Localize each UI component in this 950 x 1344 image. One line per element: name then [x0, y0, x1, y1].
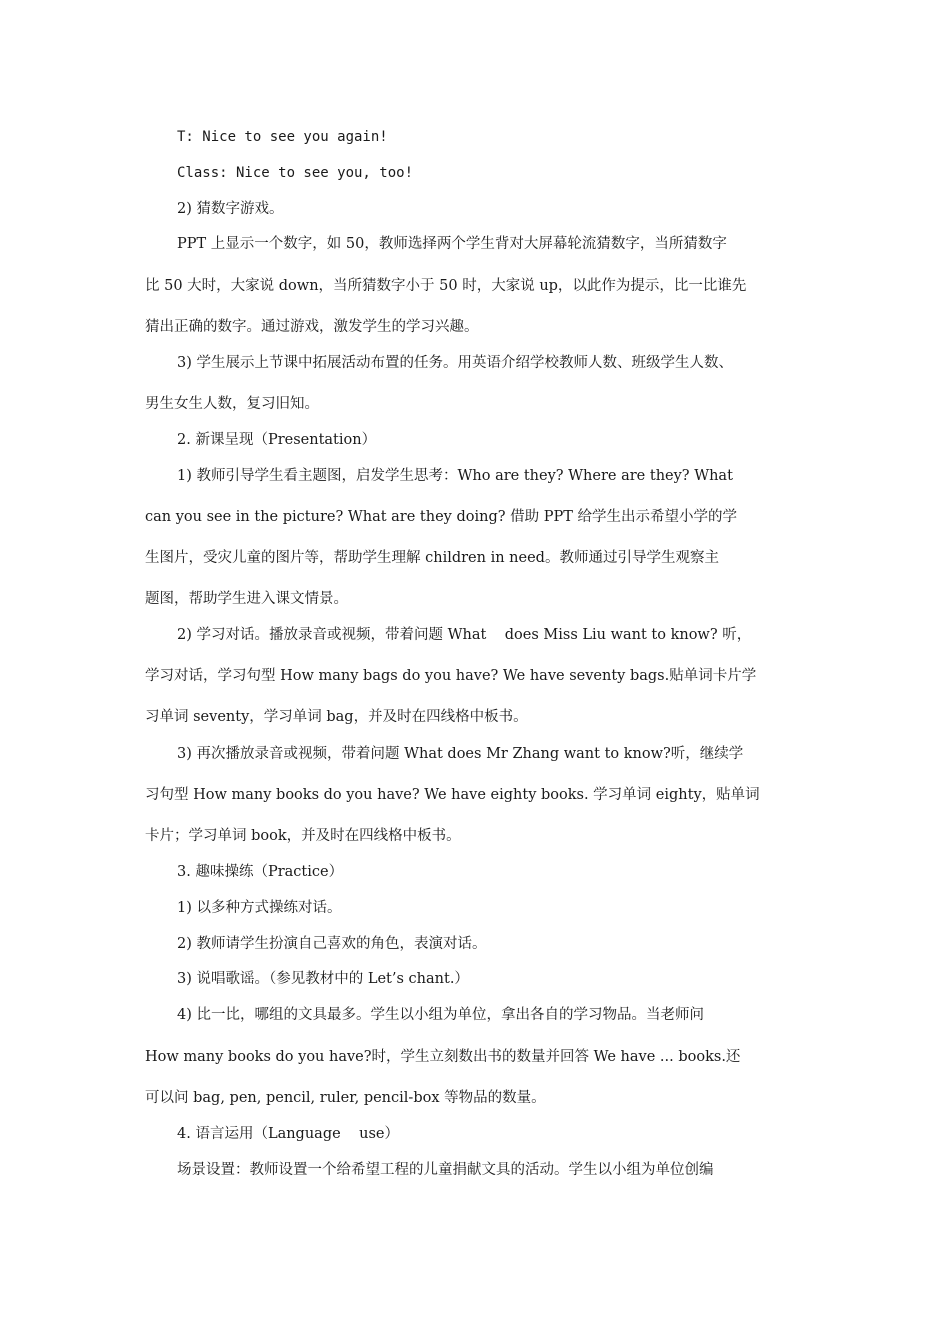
text-line: PPT 上显示一个数字，如 50，教师选择两个学生背对大屏幕轮流猜数字，当所猜数字 — [177, 236, 727, 252]
text-line: T: Nice to see you again! — [177, 129, 388, 145]
text-line: 男生女生人数，复习旧知。 — [145, 396, 319, 412]
text-line: 1) 以多种方式操练对话。 — [177, 900, 342, 916]
section-heading: 2. 新课呈现（Presentation） — [177, 432, 377, 448]
text-line: 可以问 bag, pen, pencil, ruler, pencil-box 等物品的数量。 — [145, 1090, 546, 1106]
text-line: 3) 再次播放录音或视频，带着问题 What does Mr Zhang want to know?听，继续学 — [177, 746, 744, 762]
section-heading: 4. 语言运用（Language use） — [177, 1126, 399, 1142]
section-heading: 3. 趣味操练（Practice） — [177, 864, 344, 880]
text-line: How many books do you have?时，学生立刻数出书的数量并回答 We have ... books.还 — [145, 1049, 741, 1065]
text-line: 比 50 大时，大家说 down，当所猜数字小于 50 时，大家说 up，以此作为提示，比一比谁先 — [145, 278, 747, 294]
text-line: 1) 教师引导学生看主题图，启发学生思考：Who are they? Where are they? What — [177, 468, 733, 484]
text-line: 2) 猜数字游戏。 — [177, 201, 284, 217]
text-line: 3) 学生展示上节课中拓展活动布置的任务。用英语介绍学校教师人数、班级学生人数、 — [177, 355, 733, 371]
text-line: 生图片，受灾儿童的图片等，帮助学生理解 children in need。教师通过引导学生观察主 — [145, 550, 719, 566]
text-line: 猜出正确的数字。通过游戏，激发学生的学习兴趣。 — [145, 319, 479, 335]
text-line: 场景设置：教师设置一个给希望工程的儿童捐献文具的活动。学生以小组为单位创编 — [177, 1162, 714, 1178]
text-line: 学习对话，学习句型 How many bags do you have? We have seventy bags.贴单词卡片学 — [145, 668, 757, 684]
text-line: 习句型 How many books do you have? We have eighty books. 学习单词 eighty，贴单词 — [145, 787, 760, 803]
text-line: 3) 说唱歌谣。（参见教材中的 Let’s chant.） — [177, 971, 469, 987]
text-line: 习单词 seventy，学习单词 bag，并及时在四线格中板书。 — [145, 709, 528, 725]
text-line: Class: Nice to see you, too! — [177, 165, 414, 181]
text-line: can you see in the picture? What are they doing? 借助 PPT 给学生出示希望小学的学 — [145, 509, 738, 525]
text-line: 卡片；学习单词 book，并及时在四线格中板书。 — [145, 828, 461, 844]
text-line: 2) 教师请学生扮演自己喜欢的角色，表演对话。 — [177, 936, 487, 952]
text-line: 2) 学习对话。播放录音或视频，带着问题 What does Miss Liu want to know? 听， — [177, 627, 752, 643]
text-line: 4) 比一比，哪组的文具最多。学生以小组为单位，拿出各自的学习物品。当老师问 — [177, 1007, 704, 1023]
text-line: 题图，帮助学生进入课文情景。 — [145, 591, 348, 607]
